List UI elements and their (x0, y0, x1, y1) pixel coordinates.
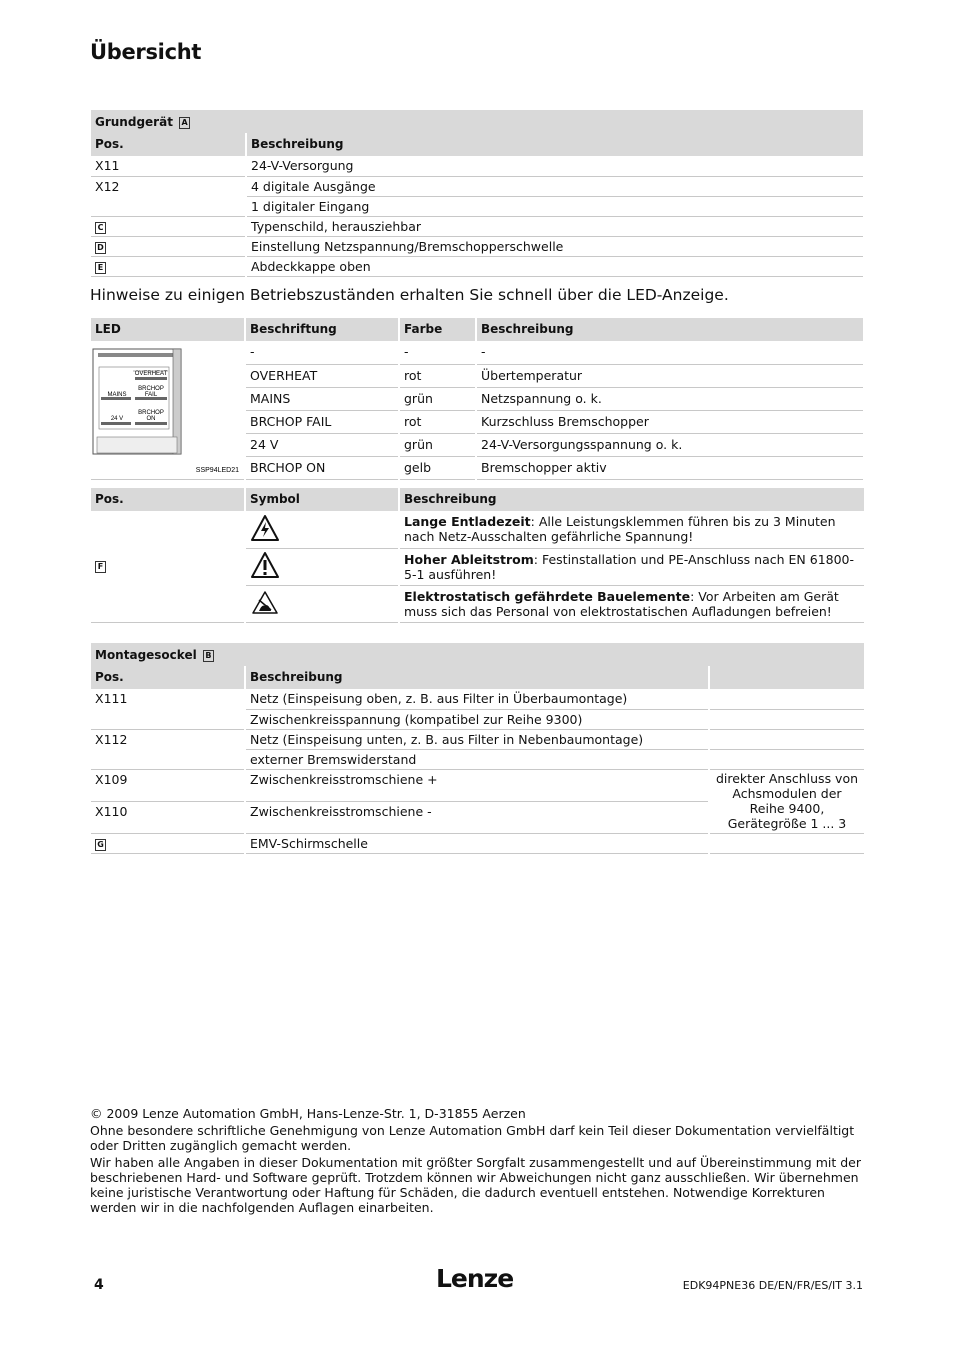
figure-label: OVERHEAT (134, 371, 168, 377)
position-letter-icon: D (95, 242, 106, 254)
led-hint-text: Hinweise zu einigen Betriebszuständen erhalten Sie schnell über die LED-Anzeige. (90, 286, 729, 304)
led-color: gelb (399, 456, 476, 479)
copyright-notice: Ohne besondere schriftliche Genehmigung von Lenze Automation GmbH darf kein Teil dieser Dokumentation vervielfältigt oder Dritten zugänglich gemacht werden. (90, 1123, 855, 1153)
lenze-logo: Lenze (436, 1264, 514, 1293)
led-desc: - (476, 341, 863, 364)
led-desc: Übertemperatur (476, 364, 863, 387)
led-color: - (399, 341, 476, 364)
copyright-line: © 2009 Lenze Automation GmbH, Hans-Lenze-Str. 1, D-31855 Aerzen (90, 1106, 526, 1121)
position-letter-icon: G (95, 839, 106, 851)
led-label: BRCHOP FAIL (245, 410, 399, 433)
table-cell-desc: Zwischenkreisstromschiene - (245, 801, 709, 833)
led-table (91, 318, 863, 480)
symbol-title: Hoher Ableitstrom (404, 551, 534, 567)
page-number: 4 (94, 1277, 104, 1293)
led-desc: Netzspannung o. k. (476, 387, 863, 410)
col-header-desc: Beschreibung (476, 318, 863, 341)
col-header-led: LED (91, 318, 245, 341)
led-desc: Kurzschluss Bremschopper (476, 410, 863, 433)
symbol-text: : Vor Arbeiten am Gerät muss sich das Personal von elektrostatischen Aufladungen befreien! (404, 588, 839, 619)
symbol-text: : Festinstallation und PE-Anschluss nach EN 61800-5-1 ausführen! (404, 551, 855, 582)
col-header-desc: Beschreibung (399, 488, 864, 511)
led-desc: 24-V-Versorgungsspannung o. k. (476, 433, 863, 456)
col-header-pos: Pos. (91, 133, 246, 156)
table-cell-desc: 24-V-Versorgung (246, 156, 863, 176)
led-label: 24 V (245, 433, 399, 456)
table-cell-pos (91, 196, 246, 216)
led-desc: Bremschopper aktiv (476, 456, 863, 479)
figure-label: MAINS (107, 392, 127, 398)
col-header-label: Beschriftung (245, 318, 399, 341)
footer-legal (90, 1106, 865, 1217)
symbol-title: Elektrostatisch gefährdete Bauelemente (404, 588, 691, 604)
remark-cell: direkter Anschluss von Achsmodulen der Reihe 9400, Gerätegröße 1 ... 3 (709, 769, 864, 833)
table-cell-pos: X12 (95, 178, 120, 194)
table-cell-desc: Netz (Einspeisung unten, z. B. aus Filter in Nebenbaumontage) (245, 729, 709, 749)
led-panel-figure (91, 341, 245, 479)
led-color: grün (399, 387, 476, 410)
col-header-desc: Beschreibung (245, 666, 709, 689)
table-cell-pos (91, 709, 245, 729)
disclaimer: Wir haben alle Angaben in dieser Dokumentation mit größter Sorgfalt zusammengestellt und auf Übereinstimmung mit der beschriebenen Hard- und Software geprüft. Trotzdem können wir Abweichungen nicht ganz ausschließen. Wir übernehmen keine juristische Verantwortung oder Haftung für Schäden, die dadurch eventuell entstehen. Notwendige Korrekturen werden wir in die nachfolgenden Auflagen einarbeiten. (90, 1155, 862, 1215)
figure-id: SSP94LED21 (195, 467, 239, 474)
figure-label: ON (146, 416, 156, 422)
led-color: rot (399, 364, 476, 387)
led-label: BRCHOP ON (245, 456, 399, 479)
table-cell-pos: X11 (91, 156, 246, 176)
montagesockel-caption: Montagesockel (95, 648, 197, 662)
figure-label: FAIL (144, 392, 158, 398)
symbol-table (91, 488, 864, 623)
led-color: grün (399, 433, 476, 456)
figure-label: 24 V (110, 416, 124, 422)
table-cell-pos: X110 (91, 801, 245, 833)
table-cell-desc: Zwischenkreisspannung (kompatibel zur Reihe 9300) (245, 709, 709, 729)
grundgeraet-caption: Grundgerät (95, 115, 173, 129)
position-letter-icon: E (95, 262, 106, 274)
position-letter-icon: C (95, 222, 106, 234)
montagesockel-table (91, 643, 864, 854)
warning-exclamation-icon (250, 551, 280, 579)
col-header-symbol: Symbol (245, 488, 399, 511)
table-cell-desc: EMV-Schirmschelle (245, 833, 709, 853)
position-letter-icon: B (203, 650, 214, 662)
led-figure-cell (91, 341, 245, 480)
symbol-title: Lange Entladezeit (404, 514, 531, 529)
led-label: MAINS (245, 387, 399, 410)
col-header-pos: Pos. (91, 488, 245, 511)
led-label: OVERHEAT (245, 364, 399, 387)
grundgeraet-table (91, 110, 863, 277)
col-header-pos: Pos. (91, 666, 245, 689)
table-cell-pos (91, 749, 245, 769)
esd-warning-icon (250, 588, 280, 616)
table-cell-pos: X112 (95, 731, 128, 747)
table-cell-pos: X111 (95, 691, 128, 706)
figure-label: BRCHOP (138, 410, 164, 416)
table-cell-desc: Zwischenkreisstromschiene + (245, 769, 709, 801)
position-letter-icon: F (95, 561, 106, 573)
table-cell-desc: 4 digitale Ausgänge (246, 176, 863, 196)
document-id: EDK94PNE36 DE/EN/FR/ES/IT 3.1 (682, 1279, 863, 1292)
table-cell-desc: 1 digitaler Eingang (246, 196, 863, 216)
table-cell-desc: Typenschild, herausziehbar (246, 216, 863, 236)
figure-label: BRCHOP (138, 386, 164, 392)
col-header-desc: Beschreibung (246, 133, 863, 156)
table-cell-desc: externer Bremswiderstand (245, 749, 709, 769)
table-cell-pos: X109 (91, 769, 245, 801)
high-voltage-warning-icon (250, 514, 280, 542)
table-cell-desc: Einstellung Netzspannung/Bremschopperschwelle (246, 236, 863, 256)
table-cell-desc: Abdeckkappe oben (246, 256, 863, 276)
led-color: rot (399, 410, 476, 433)
led-label: - (245, 341, 399, 364)
position-letter-icon: A (179, 117, 190, 129)
col-header-color: Farbe (399, 318, 476, 341)
symbol-text: : Alle Leistungsklemmen führen bis zu 3 Minuten nach Netz-Ausschalten gefährliche Spannung! (404, 514, 836, 544)
table-cell-desc: Netz (Einspeisung oben, z. B. aus Filter in Überbaumontage) (245, 689, 709, 709)
page-title: Übersicht (90, 40, 202, 64)
